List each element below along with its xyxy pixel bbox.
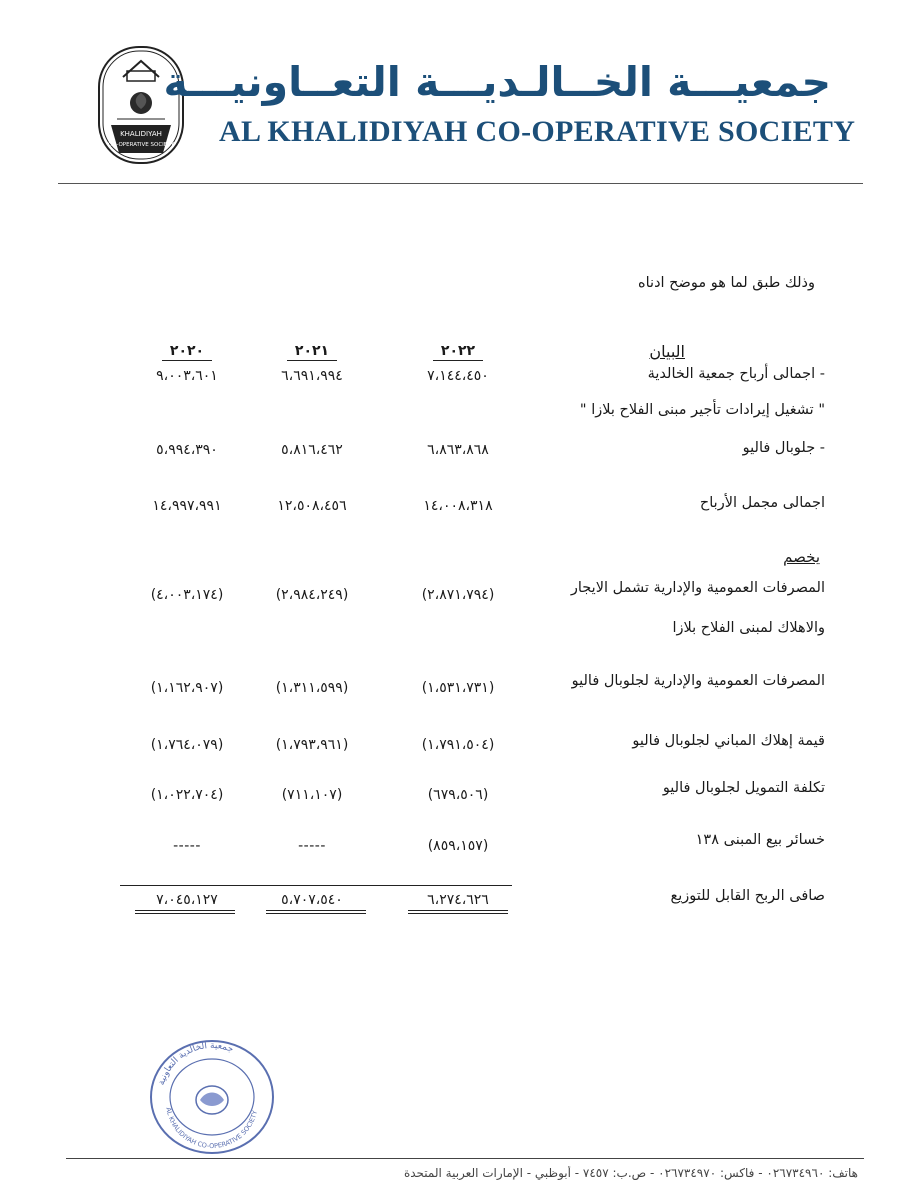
row-label: المصرفات العمومية والإدارية تشمل الايجار [570,580,825,596]
row-value-2020: (١،٧٦٤،٠٧٩) [150,737,224,753]
double-underline [408,910,508,911]
row-value-2020: (١،٠٢٢،٧٠٤) [150,787,224,803]
svg-text:جمعية الخالدية التعاونية: جمعية الخالدية التعاونية [156,1040,235,1087]
row-value-2022: ٦،٨٦٣،٨٦٨ [427,442,489,458]
row-value-2022: (٦٧٩،٥٠٦) [427,787,489,803]
row-label: قيمة إهلاك المباني لجلوبال فاليو [632,733,825,749]
row-value-2021: (٧١١،١٠٧) [281,787,343,803]
row-label: اجمالى مجمل الأرباح [699,495,825,511]
total-rule [120,885,512,886]
intro-text: وذلك طبق لما هو موضح ادناه [638,275,815,291]
org-name-arabic: جمعيـــة الخــالـديـــة التعــاونيـــة [163,58,831,106]
row-value-2022: (١،٧٩١،٥٠٤) [421,737,495,753]
row-value-2020: (١،١٦٢،٩٠٧) [150,680,224,696]
row-label: والاهلاك لمبنى الفلاح بلازا [672,620,825,636]
svg-text:CO-OPERATIVE SOCIETY: CO-OPERATIVE SOCIETY [108,142,174,148]
org-name-english: AL KHALIDIYAH CO-OPERATIVE SOCIETY [219,115,856,148]
double-underline [266,913,366,914]
row-label: المصرفات العمومية والإدارية لجلوبال فاليو [571,673,825,689]
svg-text:AL KHALIDIYAH CO-OPERATIVE SOC: AL KHALIDIYAH CO-OPERATIVE SOCIETY [164,1106,260,1151]
svg-text:KHALIDIYAH: KHALIDIYAH [120,130,162,138]
footer-contact: هاتف: ٠٢٦٧٣٤٩٦٠ - فاكس: ٠٢٦٧٣٤٩٧٠ - ص.ب: ٧٤٥٧ - أبوظبي - الإمارات العربية المتحدة [403,1166,858,1180]
row-label: - جلوبال فاليو [742,440,825,456]
row-value-2021: (١،٧٩٣،٩٦١) [275,737,349,753]
row-value-2020: ٩،٠٠٣،٦٠١ [156,368,218,384]
double-underline [408,913,508,914]
double-underline [135,910,235,911]
label-column-header: البيان [649,342,685,361]
row-value-2021: ٥،٧٠٧،٥٤٠ [281,892,343,908]
footer-divider [66,1158,864,1159]
row-value-2020: (٤،٠٠٣،١٧٤) [150,587,224,603]
official-stamp [148,1038,276,1156]
row-value-2021: (١،٣١١،٥٩٩) [275,680,349,696]
double-underline [135,913,235,914]
row-value-2022: (٨٥٩،١٥٧) [427,838,489,854]
row-value-2021: ٥،٨١٦،٤٦٢ [281,442,343,458]
row-label: - اجمالى أرباح جمعية الخالدية [647,366,825,382]
deduct-heading: يخصم [783,548,820,566]
row-value-2022: (١،٥٣١،٧٣١) [421,680,495,696]
year-header-2020: ٢٠٢٠ [112,343,262,359]
row-value-2020: ٥،٩٩٤،٣٩٠ [156,442,218,458]
row-value-2022: ٦،٢٧٤،٦٢٦ [427,892,489,908]
row-value-2022: (٢،٨٧١،٧٩٤) [421,587,495,603]
year-header-2022: ٢٠٢٢ [383,343,533,359]
row-value-2021: ٦،٦٩١،٩٩٤ [281,368,343,384]
row-value-2020: ٧،٠٤٥،١٢٧ [156,892,218,908]
row-value-2020: ١٤،٩٩٧،٩٩١ [152,498,222,514]
row-value-2022: ١٤،٠٠٨،٣١٨ [423,498,493,514]
row-value-2020: ----- [173,838,201,854]
row-label: صافى الربح القابل للتوزيع [670,888,825,904]
row-label: تكلفة التمويل لجلوبال فاليو [662,780,825,796]
year-header-2021: ٢٠٢١ [237,343,387,359]
row-value-2022: ٧،١٤٤،٤٥٠ [427,368,489,384]
double-underline [266,910,366,911]
row-label: خسائر بيع المبنى ١٣٨ [695,832,825,848]
row-value-2021: (٢،٩٨٤،٢٤٩) [275,587,349,603]
header-divider [58,183,863,184]
row-label: " تشغيل إيرادات تأجير مبنى الفلاح بلازا " [579,402,825,418]
row-value-2021: ١٢،٥٠٨،٤٥٦ [277,498,347,514]
row-value-2021: ----- [298,838,326,854]
